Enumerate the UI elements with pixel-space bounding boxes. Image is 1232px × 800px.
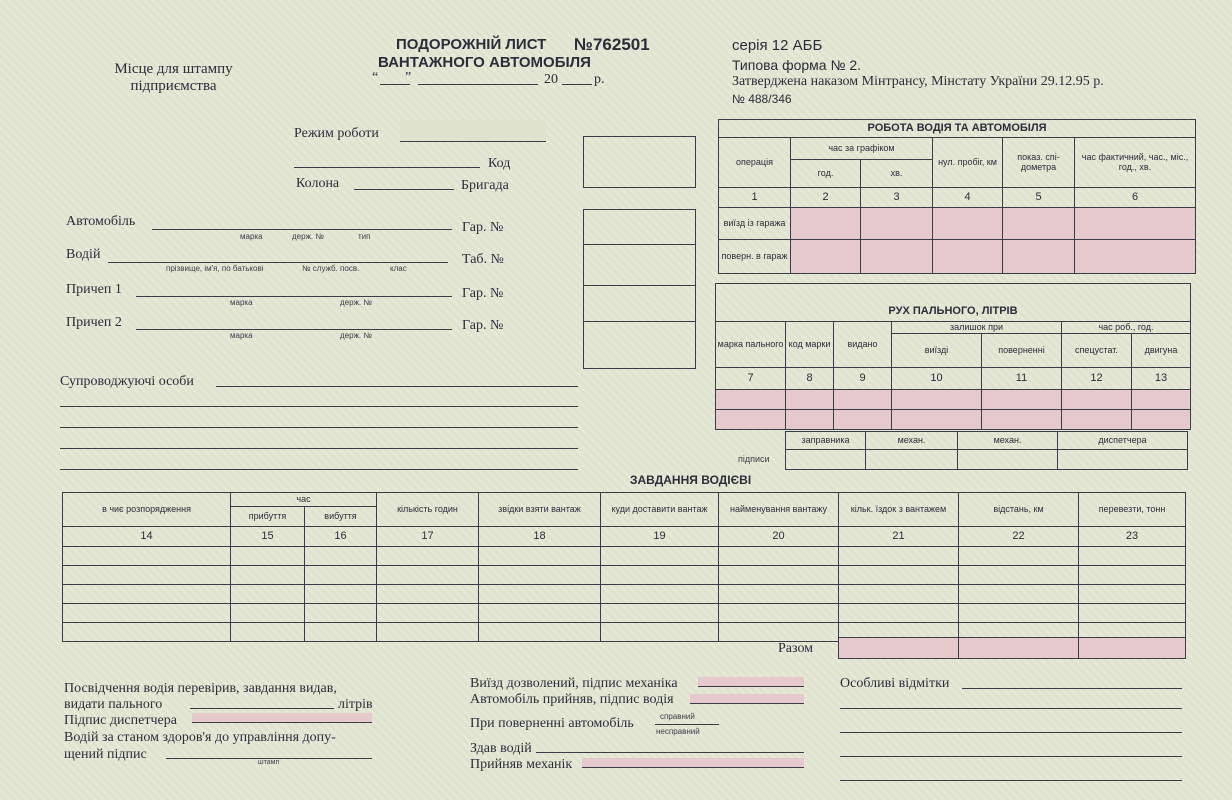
driver-sub-id: № служб. посв. bbox=[302, 264, 360, 273]
order-no-label: № 488/346 bbox=[732, 92, 792, 106]
footer-mid-2: Автомобіль прийняв, підпис водія bbox=[470, 692, 674, 707]
work-num-5: 5 bbox=[1003, 188, 1075, 208]
task-num-21: 21 bbox=[839, 527, 959, 547]
task-cell[interactable] bbox=[479, 585, 601, 604]
dispatcher-signature-field[interactable] bbox=[192, 713, 372, 723]
trailer2-gar-no-label: Гар. № bbox=[462, 318, 504, 333]
task-cell[interactable] bbox=[719, 566, 839, 585]
work-cell[interactable] bbox=[791, 208, 861, 240]
code-label: Код bbox=[488, 156, 511, 171]
signatures-table bbox=[785, 431, 1188, 470]
special-notes-line-1[interactable] bbox=[962, 688, 1182, 689]
task-cell[interactable] bbox=[479, 547, 601, 566]
driver-tab-no-label: Таб. № bbox=[462, 252, 504, 267]
fuel-col-special: спецустат. bbox=[1062, 334, 1132, 368]
work-row-out-label: виїзд із гаража bbox=[719, 208, 791, 240]
special-notes-line-3[interactable] bbox=[840, 732, 1182, 733]
work-col-speedometer: показ. спі-дометра bbox=[1003, 138, 1075, 188]
fuel-col-brand: марка пального bbox=[716, 322, 786, 368]
work-num-2: 2 bbox=[791, 188, 861, 208]
car-line[interactable] bbox=[152, 229, 452, 230]
car-gar-no-label: Гар. № bbox=[462, 220, 504, 235]
mechanic-signature-field[interactable] bbox=[698, 677, 804, 687]
task-cell[interactable] bbox=[719, 547, 839, 566]
task-cell[interactable] bbox=[377, 547, 479, 566]
footer-mid-1: Виїзд дозволений, підпис механіка bbox=[470, 676, 678, 691]
escorts-line-4[interactable] bbox=[60, 448, 578, 449]
total-trips[interactable] bbox=[839, 638, 959, 659]
task-cell[interactable] bbox=[231, 547, 305, 566]
work-mode-label: Режим роботи bbox=[294, 126, 379, 141]
task-cell[interactable] bbox=[1079, 547, 1186, 566]
footer-left-5: щений підпис bbox=[64, 747, 147, 762]
work-cell[interactable] bbox=[861, 208, 933, 240]
footer-mid-3: При поверненні автомобіль bbox=[470, 716, 634, 731]
trailer2-sub-brand: марка bbox=[230, 331, 253, 340]
task-cell[interactable] bbox=[959, 604, 1079, 623]
brigade-label: Бригада bbox=[461, 178, 509, 193]
footer-left-2-unit: літрів bbox=[338, 697, 373, 712]
code-line[interactable] bbox=[294, 167, 480, 168]
driver-signature-field[interactable] bbox=[690, 694, 804, 704]
task-cell[interactable] bbox=[1079, 604, 1186, 623]
work-col-schedule: час за графіком bbox=[791, 138, 933, 160]
work-cell[interactable] bbox=[1075, 240, 1196, 274]
footer-mid-5: Прийняв механік bbox=[470, 757, 573, 772]
work-cell[interactable] bbox=[1003, 208, 1075, 240]
task-cell[interactable] bbox=[839, 547, 959, 566]
column-line[interactable] bbox=[354, 189, 454, 190]
task-cell[interactable] bbox=[63, 623, 231, 642]
work-num-4: 4 bbox=[933, 188, 1003, 208]
work-table-title: РОБОТА ВОДІЯ ТА АВТОМОБІЛЯ bbox=[719, 120, 1196, 138]
work-num-6: 6 bbox=[1075, 188, 1196, 208]
fuel-table-title: РУХ ПАЛЬНОГО, ЛІТРІВ bbox=[716, 284, 1191, 322]
work-row-return-label: поверн. в гараж bbox=[719, 240, 791, 274]
trailer2-label: Причеп 2 bbox=[66, 315, 122, 330]
series-label: серія 12 АББ bbox=[732, 37, 823, 54]
work-num-3: 3 bbox=[861, 188, 933, 208]
task-cell[interactable] bbox=[839, 604, 959, 623]
fuel-cell[interactable] bbox=[982, 410, 1062, 430]
form-title: ПОДОРОЖНІЙ ЛИСТ bbox=[396, 36, 547, 53]
driver-sub-name: прізвище, ім'я, по батькові bbox=[166, 264, 264, 273]
fuel-table bbox=[715, 283, 1191, 430]
stamp-word: штамп bbox=[258, 759, 280, 766]
task-cell[interactable] bbox=[377, 623, 479, 642]
car-sub-type: тип bbox=[358, 232, 371, 241]
task-cell[interactable] bbox=[231, 623, 305, 642]
footer-left-3: Підпис диспетчера bbox=[64, 713, 177, 728]
fuel-cell[interactable] bbox=[892, 410, 982, 430]
task-cell[interactable] bbox=[959, 585, 1079, 604]
code-box[interactable] bbox=[583, 136, 696, 188]
number-boxes[interactable] bbox=[583, 209, 696, 369]
task-row bbox=[63, 547, 1186, 566]
task-cell[interactable] bbox=[305, 585, 377, 604]
task-cell[interactable] bbox=[479, 604, 601, 623]
fuel-num-8: 8 bbox=[786, 368, 834, 390]
task-col-time: час bbox=[231, 493, 377, 507]
fuel-cell[interactable] bbox=[892, 390, 982, 410]
escorts-line-2[interactable] bbox=[60, 406, 578, 407]
fuel-col-departure: виїзді bbox=[892, 334, 982, 368]
signatures-label: підписи bbox=[738, 454, 770, 464]
task-cell[interactable] bbox=[601, 623, 719, 642]
sig-col-mechanic-2: механ. bbox=[958, 432, 1058, 450]
total-label: Разом bbox=[778, 641, 814, 656]
work-col-operation: операція bbox=[719, 138, 791, 188]
total-tons[interactable] bbox=[1079, 638, 1186, 659]
car-sub-brand: марка bbox=[240, 232, 263, 241]
work-table bbox=[718, 119, 1196, 274]
escorts-label: Супроводжуючі особи bbox=[60, 374, 194, 389]
fuel-cell[interactable] bbox=[1132, 410, 1191, 430]
special-notes-line-5[interactable] bbox=[840, 780, 1182, 781]
work-cell[interactable] bbox=[1075, 208, 1196, 240]
trailer1-sub-brand: марка bbox=[230, 298, 253, 307]
car-sub-state-no: держ. № bbox=[292, 232, 324, 241]
stamp-place-line1: Місце для штампу bbox=[114, 61, 233, 77]
footer-left-1: Посвідчення водія перевірив, завдання видав, bbox=[64, 681, 337, 696]
sig-col-dispatcher: диспетчера bbox=[1058, 432, 1188, 450]
escorts-line-1[interactable] bbox=[216, 386, 578, 387]
date-suffix: р. bbox=[594, 72, 605, 87]
fuel-num-7: 7 bbox=[716, 368, 786, 390]
driver-sub-class: клас bbox=[390, 264, 407, 273]
task-cell[interactable] bbox=[719, 585, 839, 604]
task-cell[interactable] bbox=[719, 604, 839, 623]
task-col-trips: кільк. їздок з вантажем bbox=[839, 493, 959, 527]
fuel-cell[interactable] bbox=[982, 390, 1062, 410]
fuel-cell[interactable] bbox=[1062, 410, 1132, 430]
fuel-cell[interactable] bbox=[834, 390, 892, 410]
task-table-title: ЗАВДАННЯ ВОДІЄВІ bbox=[630, 473, 752, 487]
date-quote-close: ” bbox=[405, 70, 412, 85]
trailer1-gar-no-label: Гар. № bbox=[462, 286, 504, 301]
task-row bbox=[63, 566, 1186, 585]
escorts-line-5[interactable] bbox=[60, 469, 578, 470]
trailer1-sub-state-no: держ. № bbox=[340, 298, 372, 307]
fuel-cell[interactable] bbox=[716, 390, 786, 410]
task-row bbox=[63, 585, 1186, 604]
task-cell[interactable] bbox=[959, 566, 1079, 585]
task-num-19: 19 bbox=[601, 527, 719, 547]
trailer1-label: Причеп 1 bbox=[66, 282, 122, 297]
work-col-zero-run: нул. пробіг, км bbox=[933, 138, 1003, 188]
fuel-num-11: 11 bbox=[982, 368, 1062, 390]
task-cell[interactable] bbox=[231, 604, 305, 623]
fuel-cell[interactable] bbox=[786, 410, 834, 430]
fuel-col-code: код марки bbox=[786, 322, 834, 368]
work-cell[interactable] bbox=[791, 240, 861, 274]
fuel-cell[interactable] bbox=[1132, 390, 1191, 410]
task-cell[interactable] bbox=[63, 566, 231, 585]
return-state-divider bbox=[655, 724, 719, 725]
task-col-arrival: прибуття bbox=[231, 507, 305, 527]
sig-cell[interactable] bbox=[866, 450, 958, 470]
stamp-place-label bbox=[106, 61, 241, 95]
sig-cell[interactable] bbox=[786, 450, 866, 470]
fuel-col-issued: видано bbox=[834, 322, 892, 368]
task-cell[interactable] bbox=[377, 604, 479, 623]
task-col-hours-count: кількість годин bbox=[377, 493, 479, 527]
special-notes-line-2[interactable] bbox=[840, 708, 1182, 709]
task-cell[interactable] bbox=[839, 585, 959, 604]
sig-col-mechanic-1: механ. bbox=[866, 432, 958, 450]
received-mechanic-field[interactable] bbox=[582, 758, 804, 768]
sig-cell[interactable] bbox=[1058, 450, 1188, 470]
task-num-22: 22 bbox=[959, 527, 1079, 547]
fuel-col-remain: залишок при bbox=[892, 322, 1062, 334]
task-cell[interactable] bbox=[377, 585, 479, 604]
total-row bbox=[838, 637, 1186, 659]
task-cell[interactable] bbox=[479, 566, 601, 585]
task-col-from: звідки взяти вантаж bbox=[479, 493, 601, 527]
task-cell[interactable] bbox=[601, 566, 719, 585]
escorts-line-3[interactable] bbox=[60, 427, 578, 428]
task-col-disposal: в чиє розпорядження bbox=[63, 493, 231, 527]
footer-mid-4: Здав водій bbox=[470, 741, 532, 756]
date-quote-open: “ bbox=[372, 70, 379, 85]
car-label: Автомобіль bbox=[66, 214, 136, 229]
fuel-col-worktime: час роб., год. bbox=[1062, 322, 1191, 334]
fuel-cell[interactable] bbox=[834, 410, 892, 430]
task-col-to: куди доставити вантаж bbox=[601, 493, 719, 527]
footer-left-4: Водій за станом здоров'я до управління допу- bbox=[64, 730, 336, 745]
task-row bbox=[63, 604, 1186, 623]
task-cell[interactable] bbox=[601, 547, 719, 566]
task-cell[interactable] bbox=[231, 585, 305, 604]
task-num-20: 20 bbox=[719, 527, 839, 547]
task-num-23: 23 bbox=[1079, 527, 1186, 547]
total-distance[interactable] bbox=[959, 638, 1079, 659]
task-col-distance: відстань, км bbox=[959, 493, 1079, 527]
driver-line[interactable] bbox=[108, 262, 448, 263]
task-cell[interactable] bbox=[63, 547, 231, 566]
work-cell[interactable] bbox=[933, 208, 1003, 240]
work-cell[interactable] bbox=[933, 240, 1003, 274]
footer-left-2: видати пального bbox=[64, 697, 163, 712]
task-num-18: 18 bbox=[479, 527, 601, 547]
sig-col-refueler: заправника bbox=[786, 432, 866, 450]
form-number: №762501 bbox=[574, 35, 650, 54]
task-cell[interactable] bbox=[479, 623, 601, 642]
task-cell[interactable] bbox=[1079, 585, 1186, 604]
sig-cell[interactable] bbox=[958, 450, 1058, 470]
task-num-14: 14 bbox=[63, 527, 231, 547]
fuel-col-engine: двигуна bbox=[1132, 334, 1191, 368]
task-cell[interactable] bbox=[305, 566, 377, 585]
fuel-issue-line[interactable] bbox=[190, 708, 334, 709]
task-num-17: 17 bbox=[377, 527, 479, 547]
task-cell[interactable] bbox=[601, 604, 719, 623]
date-year-label: 20 bbox=[544, 72, 558, 87]
work-col-actual: час фактичний, час., міс., год., хв. bbox=[1075, 138, 1196, 188]
task-cell[interactable] bbox=[719, 623, 839, 642]
fuel-cell[interactable] bbox=[786, 390, 834, 410]
trailer1-line[interactable] bbox=[136, 296, 452, 297]
task-col-departure: вибуття bbox=[305, 507, 377, 527]
task-num-16: 16 bbox=[305, 527, 377, 547]
work-mode-field[interactable] bbox=[400, 120, 546, 142]
task-table bbox=[62, 492, 1186, 642]
stamp-place-line2: підприємства bbox=[130, 78, 217, 94]
task-num-15: 15 bbox=[231, 527, 305, 547]
approved-label: Затверджена наказом Мінтрансу, Мінстату України 29.12.95 р. bbox=[732, 74, 1104, 89]
task-cell[interactable] bbox=[601, 585, 719, 604]
task-cell[interactable] bbox=[305, 547, 377, 566]
task-cell[interactable] bbox=[231, 566, 305, 585]
task-cell[interactable] bbox=[959, 547, 1079, 566]
trailer2-line[interactable] bbox=[136, 329, 452, 330]
work-cell[interactable] bbox=[1003, 240, 1075, 274]
fuel-num-10: 10 bbox=[892, 368, 982, 390]
return-state-ok[interactable]: справний bbox=[660, 712, 695, 721]
work-num-1: 1 bbox=[719, 188, 791, 208]
fuel-num-12: 12 bbox=[1062, 368, 1132, 390]
task-cell[interactable] bbox=[305, 623, 377, 642]
task-cell[interactable] bbox=[839, 566, 959, 585]
task-col-tons: перевезти, тонн bbox=[1079, 493, 1186, 527]
work-col-hours: год. bbox=[791, 160, 861, 188]
fuel-cell[interactable] bbox=[1062, 390, 1132, 410]
column-label: Колона bbox=[296, 176, 340, 191]
work-cell[interactable] bbox=[861, 240, 933, 274]
handed-driver-line[interactable] bbox=[536, 752, 804, 753]
fuel-num-13: 13 bbox=[1132, 368, 1191, 390]
form-type-label: Типова форма № 2. bbox=[732, 57, 862, 73]
return-state-faulty[interactable]: несправний bbox=[656, 727, 700, 736]
form-subtitle: ВАНТАЖНОГО АВТОМОБІЛЯ bbox=[378, 54, 591, 71]
task-cell[interactable] bbox=[63, 585, 231, 604]
task-cell[interactable] bbox=[63, 604, 231, 623]
task-cell[interactable] bbox=[1079, 566, 1186, 585]
work-col-minutes: хв. bbox=[861, 160, 933, 188]
date-month-line bbox=[418, 84, 538, 85]
task-cell[interactable] bbox=[377, 566, 479, 585]
special-notes-line-4[interactable] bbox=[840, 756, 1182, 757]
special-notes-label: Особливі відмітки bbox=[840, 676, 950, 691]
date-year-line bbox=[562, 84, 592, 85]
fuel-col-return: поверненні bbox=[982, 334, 1062, 368]
task-cell[interactable] bbox=[305, 604, 377, 623]
task-col-cargo: найменування вантажу bbox=[719, 493, 839, 527]
fuel-num-9: 9 bbox=[834, 368, 892, 390]
fuel-cell[interactable] bbox=[716, 410, 786, 430]
driver-label: Водій bbox=[66, 247, 101, 262]
trailer2-sub-state-no: держ. № bbox=[340, 331, 372, 340]
